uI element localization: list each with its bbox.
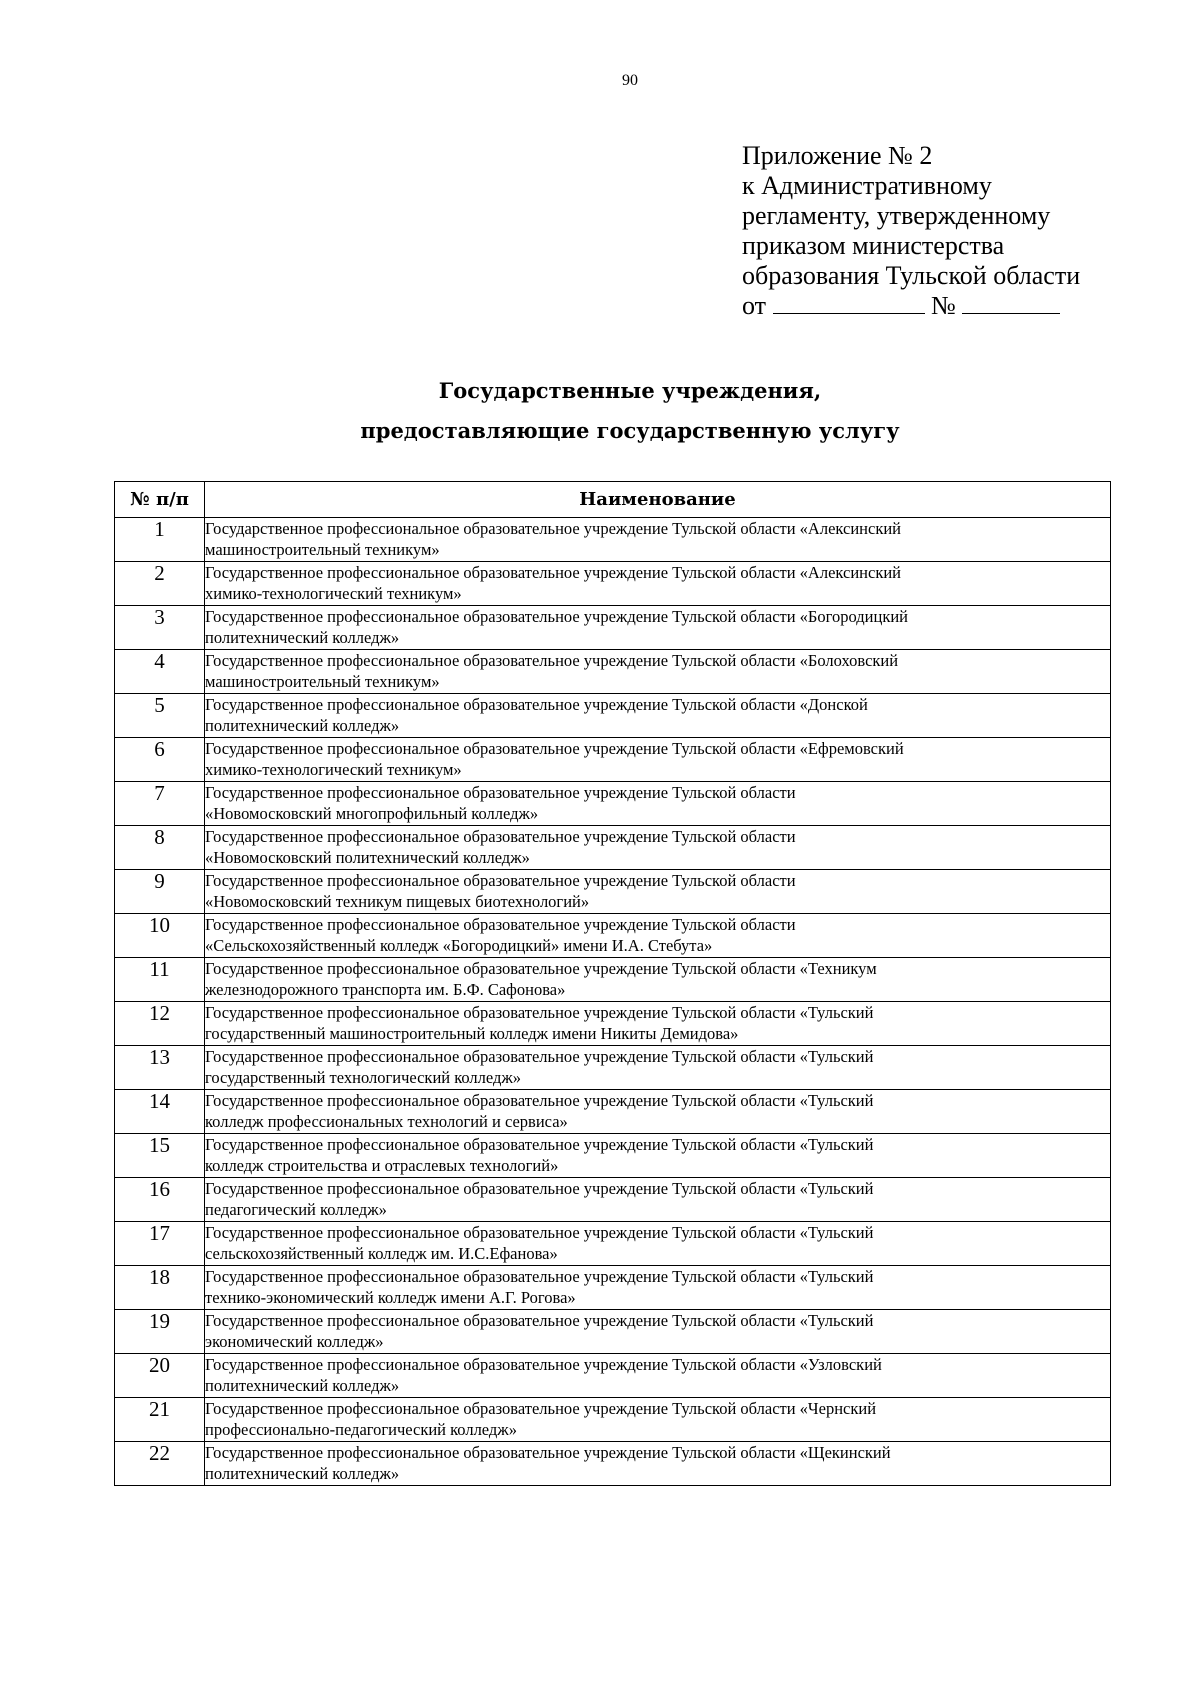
institution-name-line1: Государственное профессиональное образовательное учреждение Тульской области «Ефремовский: [205, 739, 904, 758]
institution-name: [205, 1178, 1111, 1222]
institution-name: [205, 694, 1111, 738]
row-number: 1: [115, 518, 205, 562]
institution-name-line1: Государственное профессиональное образовательное учреждение Тульской области «Тульский: [205, 1267, 874, 1286]
institution-name-line2: политехнический колледж»: [205, 1376, 400, 1395]
institution-name-line2: государственный технологический колледж»: [205, 1068, 522, 1087]
institution-name: [205, 606, 1111, 650]
row-number: 9: [115, 870, 205, 914]
table-row: [115, 1442, 1111, 1486]
institution-name-line2: экономический колледж»: [205, 1332, 384, 1351]
institution-name-line1: Государственное профессиональное образовательное учреждение Тульской области «Щекинский: [205, 1443, 891, 1462]
institution-name: [205, 738, 1111, 782]
institution-name: [205, 562, 1111, 606]
row-number: 11: [115, 958, 205, 1002]
table-row: [115, 1178, 1111, 1222]
institution-name: [205, 1134, 1111, 1178]
institution-name-line2: «Новомосковский многопрофильный колледж»: [205, 804, 539, 823]
table-row: [115, 826, 1111, 870]
institution-name-line2: политехнический колледж»: [205, 716, 400, 735]
appendix-line-2: к Административному: [742, 171, 992, 200]
institution-name-line2: политехнический колледж»: [205, 628, 400, 647]
table-row: [115, 1354, 1111, 1398]
title-line-2: предоставляющие государственную услугу: [360, 418, 900, 443]
institution-name-line1: Государственное профессиональное образовательное учреждение Тульской области «Тульский: [205, 1135, 874, 1154]
institution-name-line2: технико-экономический колледж имени А.Г. Рогова»: [205, 1288, 576, 1307]
institution-name-line1: Государственное профессиональное образовательное учреждение Тульской области «Тульский: [205, 1179, 874, 1198]
row-number: 18: [115, 1266, 205, 1310]
table-row: [115, 1222, 1111, 1266]
institution-name: [205, 1442, 1111, 1486]
row-number: 15: [115, 1134, 205, 1178]
institution-name-line1: Государственное профессиональное образовательное учреждение Тульской области: [205, 871, 796, 890]
institution-name-line1: Государственное профессиональное образовательное учреждение Тульской области «Тульский: [205, 1311, 874, 1330]
table-row: [115, 1046, 1111, 1090]
table-row: [115, 914, 1111, 958]
date-blank: [773, 291, 925, 314]
appendix-line-4: приказом министерства: [742, 231, 1005, 260]
institution-name: [205, 1266, 1111, 1310]
institution-name: [205, 782, 1111, 826]
institution-name: [205, 650, 1111, 694]
institution-name-line1: Государственное профессиональное образовательное учреждение Тульской области «Тульский: [205, 1223, 874, 1242]
table-row: [115, 1266, 1111, 1310]
table-row: [115, 606, 1111, 650]
row-number: 5: [115, 694, 205, 738]
row-number: 14: [115, 1090, 205, 1134]
institution-name-line2: педагогический колледж»: [205, 1200, 387, 1219]
row-number: 16: [115, 1178, 205, 1222]
table-row: [115, 1002, 1111, 1046]
institutions-table: [114, 481, 1111, 1486]
row-number: 3: [115, 606, 205, 650]
row-number: 4: [115, 650, 205, 694]
table-row: [115, 650, 1111, 694]
institution-name: [205, 1046, 1111, 1090]
institution-name-line2: химико-технологический техникум»: [205, 584, 462, 603]
number-blank: [962, 291, 1060, 314]
institution-name-line2: машиностроительный техникум»: [205, 540, 440, 559]
appendix-line-3: регламенту, утвержденному: [742, 201, 1051, 230]
institution-name-line1: Государственное профессиональное образовательное учреждение Тульской области «Алексинский: [205, 519, 901, 538]
number-sign: №: [931, 291, 956, 320]
row-number: 12: [115, 1002, 205, 1046]
institution-name-line1: Государственное профессиональное образовательное учреждение Тульской области «Техникум: [205, 959, 877, 978]
row-number: 6: [115, 738, 205, 782]
table-row: [115, 782, 1111, 826]
table-row: [115, 1398, 1111, 1442]
document-title: [0, 371, 1200, 451]
institution-name-line2: химико-технологический техникум»: [205, 760, 462, 779]
appendix-date-line: [742, 291, 1080, 321]
table-row: [115, 1090, 1111, 1134]
institution-name-line2: «Новомосковский политехнический колледж»: [205, 848, 530, 867]
institution-name-line1: Государственное профессиональное образовательное учреждение Тульской области «Тульский: [205, 1003, 874, 1022]
institution-name: [205, 914, 1111, 958]
institution-name-line2: политехнический колледж»: [205, 1464, 400, 1483]
institution-name-line1: Государственное профессиональное образовательное учреждение Тульской области «Донской: [205, 695, 868, 714]
institution-name: [205, 826, 1111, 870]
table-row: [115, 958, 1111, 1002]
table-row: [115, 1134, 1111, 1178]
appendix-line-5: образования Тульской области: [742, 261, 1081, 290]
institution-name-line2: «Сельскохозяйственный колледж «Богородицкий» имени И.А. Стебута»: [205, 936, 713, 955]
appendix-block: [742, 141, 1080, 321]
institution-name: [205, 1354, 1111, 1398]
institution-name-line2: государственный машиностроительный колледж имени Никиты Демидова»: [205, 1024, 739, 1043]
institution-name: [205, 1002, 1111, 1046]
institution-name-line2: профессионально-педагогический колледж»: [205, 1420, 517, 1439]
institution-name-line2: машиностроительный техникум»: [205, 672, 440, 691]
row-number: 19: [115, 1310, 205, 1354]
table-row: [115, 870, 1111, 914]
row-number: 21: [115, 1398, 205, 1442]
institution-name: [205, 518, 1111, 562]
institution-name: [205, 870, 1111, 914]
institution-name-line2: «Новомосковский техникум пищевых биотехнологий»: [205, 892, 590, 911]
institution-name-line2: железнодорожного транспорта им. Б.Ф. Сафонова»: [205, 980, 566, 999]
institution-name: [205, 958, 1111, 1002]
table-row: [115, 518, 1111, 562]
row-number: 7: [115, 782, 205, 826]
institution-name: [205, 1398, 1111, 1442]
institution-name-line1: Государственное профессиональное образовательное учреждение Тульской области «Богородицкий: [205, 607, 909, 626]
title-line-1: Государственные учреждения,: [438, 378, 822, 403]
institution-name: [205, 1310, 1111, 1354]
institution-name: [205, 1222, 1111, 1266]
institution-name-line2: колледж строительства и отраслевых технологий»: [205, 1156, 559, 1175]
institution-name-line1: Государственное профессиональное образовательное учреждение Тульской области «Алексинский: [205, 563, 901, 582]
table-row: [115, 694, 1111, 738]
date-prefix: от: [742, 291, 767, 320]
row-number: 20: [115, 1354, 205, 1398]
page-number: 90: [622, 72, 638, 89]
header-number: № п/п: [115, 482, 205, 518]
table-header-row: [115, 482, 1111, 518]
institution-name-line2: сельскохозяйственный колледж им. И.С.Ефанова»: [205, 1244, 558, 1263]
institution-name-line2: колледж профессиональных технологий и сервиса»: [205, 1112, 568, 1131]
header-name: Наименование: [205, 482, 1111, 518]
table-row: [115, 738, 1111, 782]
institution-name-line1: Государственное профессиональное образовательное учреждение Тульской области: [205, 783, 796, 802]
row-number: 22: [115, 1442, 205, 1486]
row-number: 10: [115, 914, 205, 958]
institution-name: [205, 1090, 1111, 1134]
institution-name-line1: Государственное профессиональное образовательное учреждение Тульской области «Тульский: [205, 1047, 874, 1066]
appendix-line-1: Приложение № 2: [742, 141, 933, 170]
institution-name-line1: Государственное профессиональное образовательное учреждение Тульской области «Тульский: [205, 1091, 874, 1110]
row-number: 13: [115, 1046, 205, 1090]
row-number: 8: [115, 826, 205, 870]
institution-name-line1: Государственное профессиональное образовательное учреждение Тульской области: [205, 827, 796, 846]
row-number: 17: [115, 1222, 205, 1266]
institution-name-line1: Государственное профессиональное образовательное учреждение Тульской области «Узловский: [205, 1355, 882, 1374]
institution-name-line1: Государственное профессиональное образовательное учреждение Тульской области: [205, 915, 796, 934]
institution-name-line1: Государственное профессиональное образовательное учреждение Тульской области «Чернский: [205, 1399, 877, 1418]
institution-name-line1: Государственное профессиональное образовательное учреждение Тульской области «Болоховский: [205, 651, 899, 670]
table-row: [115, 562, 1111, 606]
row-number: 2: [115, 562, 205, 606]
table-row: [115, 1310, 1111, 1354]
